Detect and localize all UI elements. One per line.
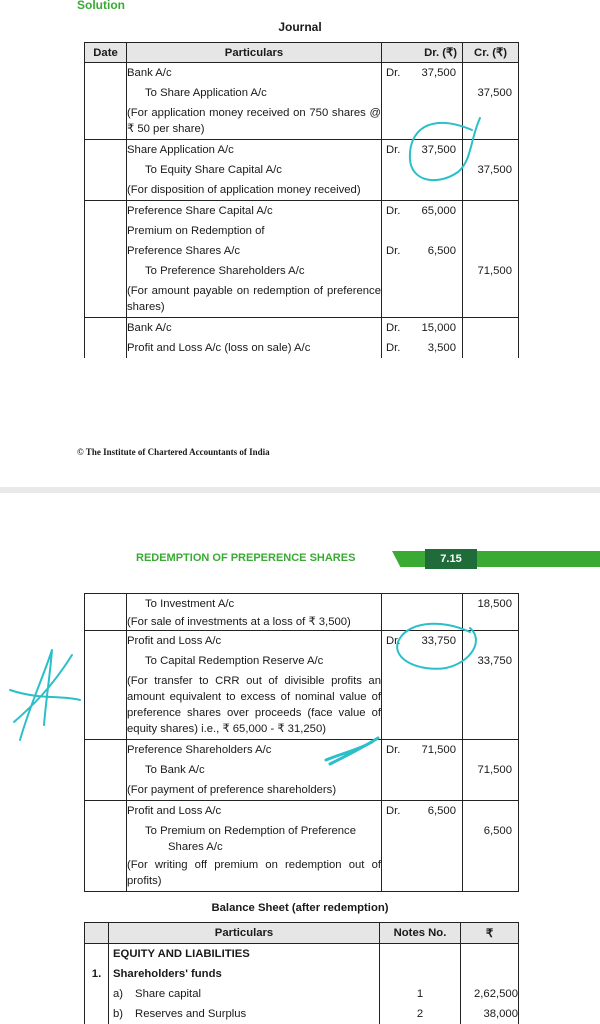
dr-label: Dr. [386,744,401,756]
narration: (For amount payable on redemption of preference shares) [127,285,381,313]
credit-account: To Premium on Redemption of Preference [145,825,356,837]
narration: (For payment of preference shareholders) [127,784,337,796]
credit-amount: 6,500 [483,825,512,837]
bs-item-row [85,964,519,984]
page-number: 7.15 [425,549,477,569]
credit-amount: 71,500 [477,265,512,277]
particulars-header: Particulars [127,43,382,63]
bs-row-amount: 38,000 [461,1004,519,1024]
credit-account: To Capital Redemption Reserve A/c [145,655,324,667]
cr-header: Cr. (₹) [463,43,519,63]
bs-row-note: 2 [380,1004,461,1024]
balance-sheet-table [84,922,519,1024]
bs-notes-header: Notes No. [380,923,461,944]
bs-section-heading: EQUITY AND LIABILITIES [109,944,380,965]
debit-amount: 71,500 [421,744,456,756]
journal-entry [85,631,519,740]
bs-row-letter: a) [113,988,124,1000]
journal-entry [85,318,519,359]
dr-label: Dr. [386,322,401,334]
journal-title: Journal [278,20,322,34]
debit-amount: 37,500 [421,67,456,79]
page-divider [0,487,600,493]
debit-account: Preference Shares A/c [127,245,241,257]
journal-entry [85,201,519,318]
date-header: Date [85,43,127,63]
dr-header: Dr. (₹) [382,43,463,63]
credit-amount: 71,500 [477,764,512,776]
debit-amount: 3,500 [427,342,456,354]
journal-entry [85,740,519,801]
bs-row [85,984,519,1004]
debit-account: Preference Shareholders A/c [127,744,272,756]
debit-account: Profit and Loss A/c [127,805,222,817]
bs-row-note: 1 [380,984,461,1004]
debit-account: Bank A/c [127,322,172,334]
debit-account: Premium on Redemption of [127,225,265,237]
journal-header-row [85,43,519,63]
debit-account: Share Application A/c [127,144,234,156]
credit-amount: 33,750 [477,655,512,667]
section-title: REDEMPTION OF PREPERENCE SHARES [136,552,356,564]
footer-copyright: © The Institute of Chartered Accountants of India [77,447,270,457]
bs-row-label: Share capital [135,988,201,1000]
credit-account: To Investment A/c [145,598,235,610]
credit-account: To Preference Shareholders A/c [145,265,305,277]
credit-account: To Equity Share Capital A/c [145,164,282,176]
debit-account: Preference Share Capital A/c [127,205,273,217]
journal-entry [85,140,519,201]
dr-label: Dr. [386,144,401,156]
debit-account: Profit and Loss A/c (loss on sale) A/c [127,342,311,354]
credit-amount: 18,500 [477,598,512,610]
dr-label: Dr. [386,805,401,817]
debit-amount: 15,000 [421,322,456,334]
dr-label: Dr. [386,342,401,354]
bs-row-amount: 2,62,500 [461,984,519,1004]
narration: (For writing off premium on redemption out of profits) [127,859,381,887]
debit-amount: 65,000 [421,205,456,217]
bs-section-row [85,944,519,965]
dr-label: Dr. [386,205,401,217]
narration: (For transfer to CRR out of divisible profits an amount equivalent to excess of nominal value of preference shares over proceeds (face value of equity shares) i.e., ₹ 65,000 - ₹ 31,250) [127,675,381,735]
bs-row-label: Reserves and Surplus [135,1008,247,1020]
dr-label: Dr. [386,67,401,79]
narration: (For application money received on 750 shares @ ₹ 50 per share) [127,107,381,135]
debit-account: Bank A/c [127,67,172,79]
credit-amount: 37,500 [477,164,512,176]
journal-entry [85,594,519,631]
journal-entry [85,801,519,892]
narration: (For disposition of application money received) [127,184,361,196]
credit-account: To Bank A/c [145,764,205,776]
debit-amount: 6,500 [427,805,456,817]
balance-sheet-title: Balance Sheet (after redemption) [211,902,389,914]
dr-label: Dr. [386,635,401,647]
bs-amount-header: ₹ [461,923,519,944]
journal-entry [85,63,519,140]
bs-particulars-header: Particulars [109,923,380,944]
narration: (For sale of investments at a loss of ₹ 3,500) [127,616,351,628]
bs-row-letter: b) [113,1008,124,1020]
debit-account: Profit and Loss A/c [127,635,222,647]
credit-amount: 37,500 [477,87,512,99]
journal-table-page2 [84,593,519,892]
debit-amount: 33,750 [421,635,456,647]
bs-item-label: Shareholders' funds [109,964,380,984]
star-annotation [10,650,80,740]
journal-table-page1 [84,42,519,358]
header-band [392,551,600,567]
dr-label: Dr. [386,245,401,257]
bs-row [85,1004,519,1024]
debit-amount: 6,500 [427,245,456,257]
credit-account: To Share Application A/c [145,87,267,99]
bs-item-number: 1. [85,964,109,984]
solution-heading: Solution [77,0,125,12]
credit-account: Shares A/c [168,841,223,853]
debit-amount: 37,500 [421,144,456,156]
